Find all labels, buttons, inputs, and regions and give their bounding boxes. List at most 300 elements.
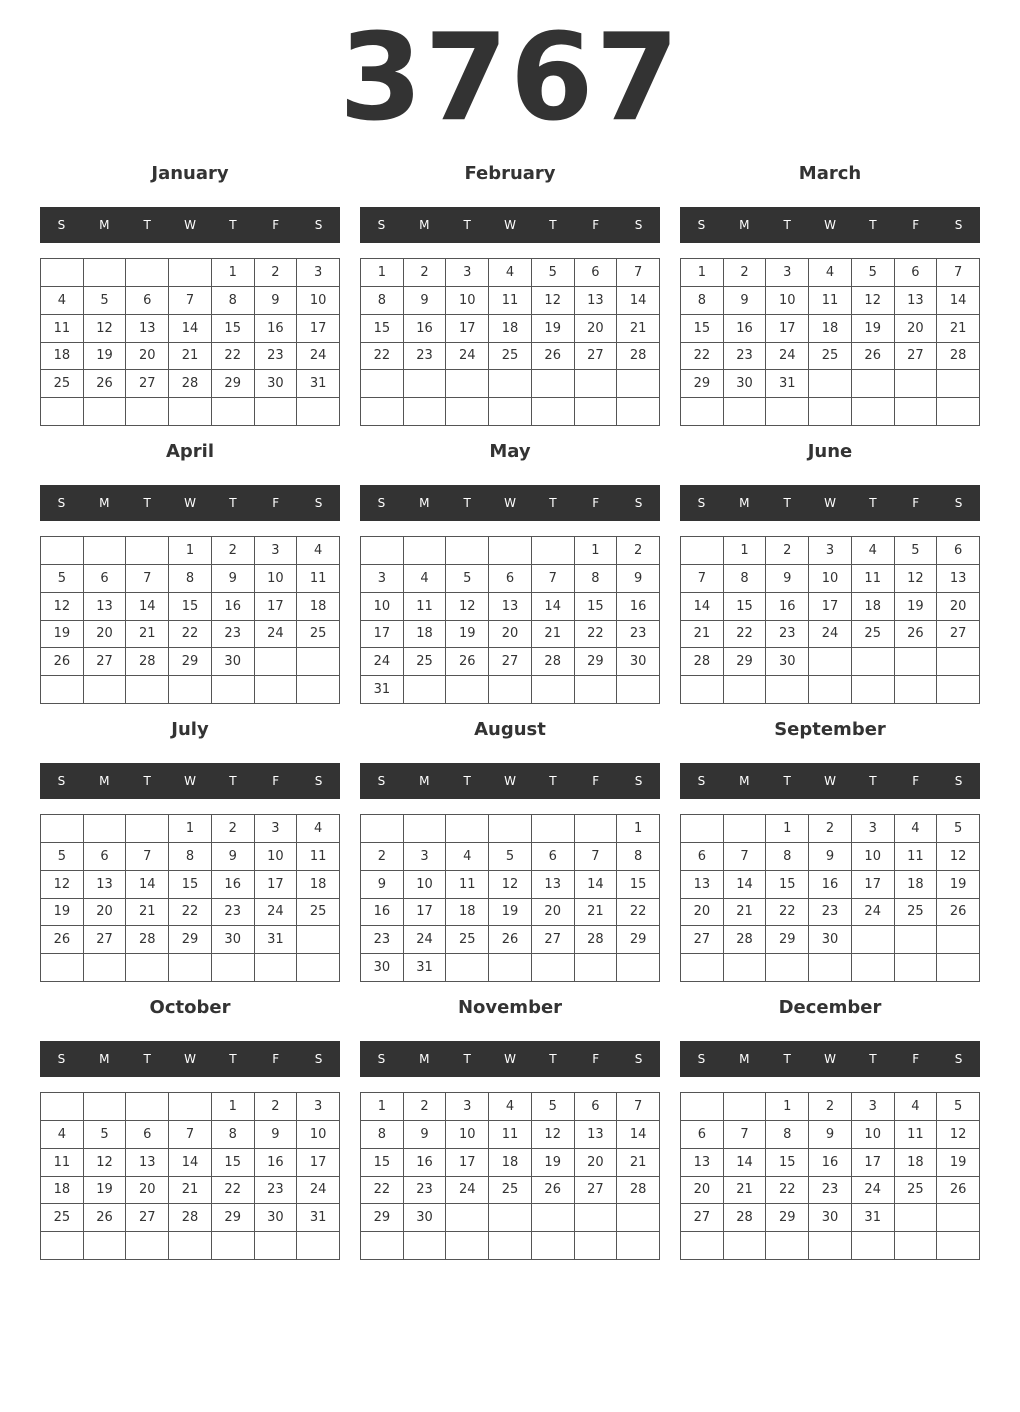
day-grid [680,1092,980,1260]
empty-day-cell [489,370,532,398]
empty-day-cell [895,1232,938,1260]
weekday-label: T [463,1052,471,1066]
day-cell: 15 [169,871,212,899]
day-cell: 2 [404,1093,447,1121]
day-cell: 6 [937,537,980,565]
empty-day-cell [84,537,127,565]
empty-day-cell [809,648,852,676]
empty-day-cell [446,1204,489,1232]
day-cell: 15 [681,315,724,343]
day-cell: 25 [809,343,852,371]
day-cell: 10 [297,287,340,315]
empty-day-cell [404,676,447,704]
day-cell: 28 [575,926,618,954]
day-cell: 14 [617,1121,660,1149]
weekday-label: S [697,218,706,232]
empty-day-cell [297,954,340,982]
day-cell: 5 [41,843,84,871]
day-cell: 4 [895,1093,938,1121]
day-cell: 23 [809,1177,852,1205]
day-cell: 31 [852,1204,895,1232]
day-cell: 9 [809,843,852,871]
day-cell: 22 [575,621,618,649]
month-name: September [774,719,886,740]
empty-day-cell [575,370,618,398]
day-cell: 16 [809,871,852,899]
day-cell: 27 [126,370,169,398]
day-cell: 7 [681,565,724,593]
day-cell: 26 [532,1177,575,1205]
empty-day-cell [852,676,895,704]
day-cell: 23 [255,1177,298,1205]
day-cell: 13 [895,287,938,315]
empty-day-cell [446,954,489,982]
day-cell: 25 [489,343,532,371]
empty-day-cell [724,1093,767,1121]
empty-day-cell [361,815,404,843]
weekday-label: T [463,496,471,510]
day-cell: 28 [126,648,169,676]
weekday-label: S [634,774,643,788]
day-cell: 16 [809,1149,852,1177]
day-cell: 12 [852,287,895,315]
weekday-label: S [57,496,66,510]
day-cell: 4 [297,537,340,565]
empty-day-cell [489,537,532,565]
day-cell: 13 [681,1149,724,1177]
day-cell: 12 [84,1149,127,1177]
day-cell: 25 [895,899,938,927]
month-name: May [489,441,531,462]
day-cell: 22 [361,1177,404,1205]
day-cell: 20 [84,621,127,649]
month-name: February [464,163,556,184]
empty-day-cell [532,954,575,982]
day-cell: 23 [404,343,447,371]
day-cell: 9 [724,287,767,315]
day-cell: 7 [126,843,169,871]
empty-day-cell [895,648,938,676]
empty-day-cell [852,926,895,954]
empty-day-cell [617,1204,660,1232]
day-cell: 5 [84,287,127,315]
day-cell: 29 [681,370,724,398]
empty-day-cell [169,676,212,704]
day-cell: 9 [212,843,255,871]
empty-day-cell [126,259,169,287]
day-cell: 17 [255,871,298,899]
day-cell: 8 [766,1121,809,1149]
weekday-label: W [824,496,836,510]
day-cell: 7 [617,259,660,287]
empty-day-cell [446,398,489,426]
day-cell: 15 [169,593,212,621]
empty-day-cell [126,1093,169,1121]
weekday-header [360,763,660,799]
day-cell: 3 [446,1093,489,1121]
weekday-label: M [419,218,430,232]
day-cell: 9 [212,565,255,593]
empty-day-cell [532,815,575,843]
empty-day-cell [617,1232,660,1260]
day-cell: 4 [489,259,532,287]
day-cell: 8 [212,1121,255,1149]
day-cell: 17 [446,1149,489,1177]
day-cell: 16 [724,315,767,343]
weekday-label: T [143,496,151,510]
day-cell: 2 [212,815,255,843]
day-cell: 15 [617,871,660,899]
empty-day-cell [809,398,852,426]
month-name: March [798,163,862,184]
weekday-label: W [184,218,196,232]
weekday-label: S [634,496,643,510]
day-cell: 26 [41,926,84,954]
weekday-label: T [869,1052,877,1066]
empty-day-cell [724,398,767,426]
empty-day-cell [41,676,84,704]
day-grid [360,536,660,704]
weekday-label: T [869,218,877,232]
day-cell: 3 [766,259,809,287]
day-cell: 7 [169,287,212,315]
empty-day-cell [895,676,938,704]
day-cell: 16 [361,899,404,927]
weekday-label: W [504,1052,516,1066]
empty-day-cell [852,370,895,398]
weekday-label: F [592,218,600,232]
day-cell: 22 [361,343,404,371]
day-cell: 14 [169,1149,212,1177]
weekday-label: T [229,774,237,788]
weekday-label: S [697,1052,706,1066]
day-cell: 21 [532,621,575,649]
month-name: December [778,997,882,1018]
day-cell: 24 [361,648,404,676]
weekday-label: W [824,774,836,788]
weekday-label: S [634,1052,643,1066]
weekday-label: M [419,1052,430,1066]
weekday-label: W [504,218,516,232]
empty-day-cell [446,537,489,565]
day-cell: 8 [766,843,809,871]
day-cell: 24 [255,899,298,927]
day-cell: 17 [297,315,340,343]
weekday-label: S [377,218,386,232]
weekday-label: M [739,496,750,510]
empty-day-cell [575,1232,618,1260]
empty-day-cell [809,954,852,982]
weekday-label: F [272,1052,280,1066]
empty-day-cell [575,676,618,704]
day-cell: 31 [404,954,447,982]
weekday-label: S [314,1052,323,1066]
day-cell: 17 [404,899,447,927]
day-cell: 26 [852,343,895,371]
day-cell: 12 [489,871,532,899]
day-cell: 29 [169,926,212,954]
empty-day-cell [681,676,724,704]
day-cell: 6 [489,565,532,593]
empty-day-cell [724,815,767,843]
empty-day-cell [937,370,980,398]
day-cell: 25 [41,370,84,398]
day-cell: 26 [532,343,575,371]
empty-day-cell [532,676,575,704]
empty-day-cell [126,954,169,982]
day-cell: 12 [532,287,575,315]
day-cell: 10 [255,565,298,593]
day-cell: 6 [575,259,618,287]
empty-day-cell [766,398,809,426]
day-cell: 11 [446,871,489,899]
empty-day-cell [84,676,127,704]
day-cell: 19 [895,593,938,621]
day-cell: 22 [724,621,767,649]
weekday-label: F [272,496,280,510]
day-cell: 2 [255,1093,298,1121]
day-cell: 10 [852,1121,895,1149]
day-cell: 16 [617,593,660,621]
weekday-label: T [783,1052,791,1066]
day-cell: 1 [766,815,809,843]
day-cell: 31 [766,370,809,398]
day-cell: 25 [489,1177,532,1205]
weekday-label: F [272,774,280,788]
empty-day-cell [895,926,938,954]
day-cell: 10 [852,843,895,871]
day-cell: 28 [126,926,169,954]
day-cell: 11 [41,1149,84,1177]
day-cell: 30 [766,648,809,676]
day-cell: 2 [255,259,298,287]
day-cell: 19 [532,1149,575,1177]
weekday-label: M [419,774,430,788]
month-name: November [457,997,563,1018]
empty-day-cell [532,1204,575,1232]
day-cell: 8 [575,565,618,593]
day-cell: 10 [446,287,489,315]
empty-day-cell [255,398,298,426]
day-grid [360,258,660,426]
day-cell: 22 [212,343,255,371]
day-cell: 28 [169,370,212,398]
empty-day-cell [617,954,660,982]
day-cell: 4 [489,1093,532,1121]
empty-day-cell [532,370,575,398]
day-cell: 8 [169,565,212,593]
day-cell: 26 [937,899,980,927]
empty-day-cell [297,926,340,954]
day-cell: 16 [255,315,298,343]
weekday-header [40,207,340,243]
empty-day-cell [937,954,980,982]
day-cell: 13 [84,871,127,899]
day-cell: 2 [724,259,767,287]
weekday-label: T [143,774,151,788]
empty-day-cell [446,1232,489,1260]
day-cell: 15 [361,1149,404,1177]
day-cell: 3 [297,1093,340,1121]
day-cell: 15 [724,593,767,621]
day-cell: 21 [169,343,212,371]
empty-day-cell [937,926,980,954]
weekday-header [680,207,980,243]
day-cell: 12 [41,871,84,899]
day-cell: 5 [489,843,532,871]
day-cell: 20 [126,1177,169,1205]
day-cell: 26 [937,1177,980,1205]
day-cell: 23 [617,621,660,649]
day-cell: 29 [724,648,767,676]
weekday-label: M [99,774,110,788]
day-cell: 9 [404,287,447,315]
empty-day-cell [361,398,404,426]
day-cell: 11 [297,843,340,871]
weekday-label: S [634,218,643,232]
day-cell: 9 [766,565,809,593]
day-cell: 23 [809,899,852,927]
day-cell: 25 [297,899,340,927]
empty-day-cell [404,815,447,843]
day-cell: 8 [361,287,404,315]
weekday-label: F [912,496,920,510]
month-name: June [807,441,853,462]
day-cell: 27 [895,343,938,371]
day-cell: 7 [617,1093,660,1121]
day-cell: 7 [126,565,169,593]
weekday-header [40,763,340,799]
day-cell: 26 [41,648,84,676]
empty-day-cell [489,1232,532,1260]
day-cell: 29 [766,926,809,954]
weekday-label: M [739,1052,750,1066]
day-cell: 21 [617,1149,660,1177]
weekday-label: S [697,496,706,510]
weekday-label: S [314,774,323,788]
day-cell: 17 [766,315,809,343]
day-cell: 6 [126,287,169,315]
day-cell: 13 [126,315,169,343]
day-cell: 2 [212,537,255,565]
year-title: 3767 [339,9,681,148]
empty-day-cell [297,676,340,704]
day-cell: 24 [766,343,809,371]
empty-day-cell [937,676,980,704]
weekday-label: S [57,774,66,788]
day-cell: 27 [84,648,127,676]
empty-day-cell [212,398,255,426]
empty-day-cell [404,398,447,426]
empty-day-cell [41,1232,84,1260]
day-cell: 23 [404,1177,447,1205]
empty-day-cell [404,537,447,565]
day-cell: 18 [852,593,895,621]
day-cell: 19 [532,315,575,343]
day-cell: 5 [84,1121,127,1149]
month-name: October [149,997,231,1018]
day-cell: 13 [575,1121,618,1149]
empty-day-cell [126,398,169,426]
day-cell: 18 [489,1149,532,1177]
day-cell: 21 [617,315,660,343]
weekday-label: T [869,774,877,788]
day-cell: 17 [361,621,404,649]
day-cell: 3 [297,259,340,287]
weekday-label: F [592,496,600,510]
empty-day-cell [575,398,618,426]
day-cell: 4 [809,259,852,287]
day-cell: 19 [41,621,84,649]
empty-day-cell [575,954,618,982]
day-cell: 23 [766,621,809,649]
day-cell: 13 [937,565,980,593]
day-cell: 8 [361,1121,404,1149]
day-cell: 14 [937,287,980,315]
day-cell: 3 [404,843,447,871]
day-cell: 14 [724,1149,767,1177]
day-cell: 22 [169,621,212,649]
day-cell: 10 [297,1121,340,1149]
empty-day-cell [575,815,618,843]
day-cell: 25 [297,621,340,649]
day-cell: 2 [617,537,660,565]
day-cell: 24 [852,1177,895,1205]
weekday-label: T [549,496,557,510]
empty-day-cell [852,1232,895,1260]
day-grid [680,258,980,426]
day-cell: 4 [852,537,895,565]
empty-day-cell [255,954,298,982]
empty-day-cell [169,398,212,426]
day-cell: 30 [255,370,298,398]
day-cell: 24 [297,1177,340,1205]
empty-day-cell [126,1232,169,1260]
day-cell: 22 [766,899,809,927]
empty-day-cell [404,1232,447,1260]
weekday-label: M [99,218,110,232]
empty-day-cell [126,676,169,704]
empty-day-cell [446,370,489,398]
day-cell: 17 [446,315,489,343]
day-cell: 25 [446,926,489,954]
day-cell: 19 [937,1149,980,1177]
weekday-label: S [57,218,66,232]
weekday-label: T [229,1052,237,1066]
weekday-label: W [184,496,196,510]
empty-day-cell [41,954,84,982]
day-cell: 3 [255,815,298,843]
day-cell: 31 [361,676,404,704]
day-cell: 15 [766,871,809,899]
empty-day-cell [41,259,84,287]
weekday-label: F [592,774,600,788]
day-cell: 9 [809,1121,852,1149]
day-grid [360,1092,660,1260]
day-cell: 29 [169,648,212,676]
empty-day-cell [212,1232,255,1260]
month-name: July [171,719,209,740]
day-cell: 19 [852,315,895,343]
day-cell: 1 [212,259,255,287]
day-cell: 14 [724,871,767,899]
weekday-label: S [954,218,963,232]
empty-day-cell [297,648,340,676]
empty-day-cell [41,815,84,843]
day-cell: 21 [724,1177,767,1205]
day-cell: 20 [532,899,575,927]
day-cell: 16 [212,871,255,899]
